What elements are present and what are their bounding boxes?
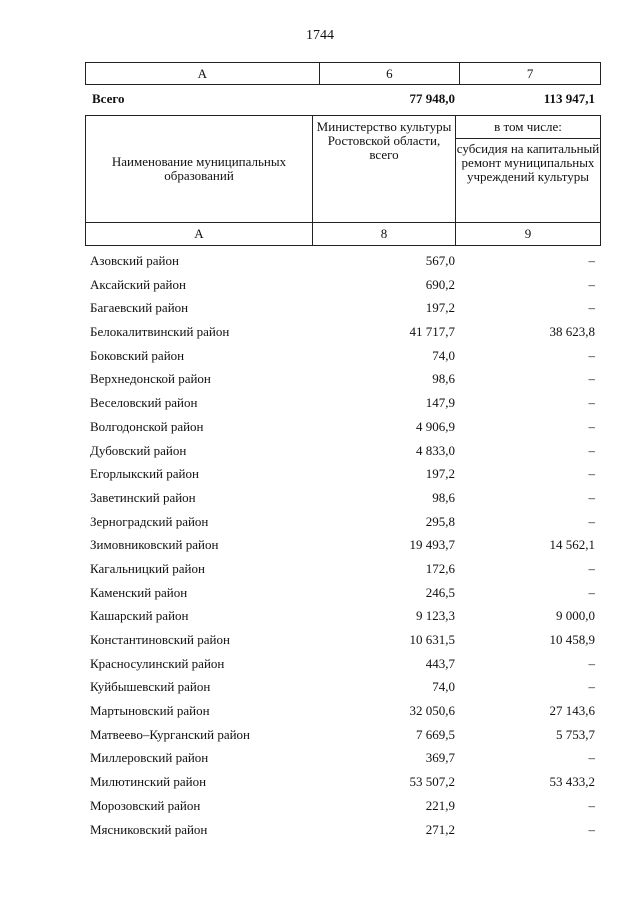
ministry-total-value: 9 123,3 [416,608,455,624]
subsidy-value: – [588,347,595,363]
subsidy-value: 14 562,1 [549,537,595,553]
ministry-total-value: 221,9 [425,797,455,813]
table-row [85,604,601,628]
ministry-total-value: 369,7 [425,750,455,766]
municipality-name: Боковский район [90,347,185,363]
municipality-name: Зерноградский район [90,513,209,529]
page-number: 1744 [306,28,334,43]
ministry-total-value: 74,0 [432,347,455,363]
municipality-name: Зимовниковский район [90,537,219,553]
municipality-name: Константиновский район [90,632,230,647]
subsidy-value: – [588,750,595,766]
table-row [85,652,601,676]
ministry-total-value: 567,0 [425,253,455,268]
ministry-total-value: 172,6 [425,560,455,576]
municipality-name: Белокалитвинский район [90,324,230,340]
total-col6: 77 948,0 [409,91,455,106]
subsidy-value: – [588,466,595,482]
subsidy-header: субсидия на капитальный ремонт муниципальных учреждений культуры [456,139,601,223]
table-row [85,486,601,510]
municipality-name: Заветинский район [90,489,196,505]
header-cell-a: А [86,63,320,85]
table-row [85,818,601,842]
table-row [85,628,601,652]
subsidy-value: – [588,513,595,529]
table-row [85,510,601,534]
ministry-total-value: 271,2 [425,821,455,837]
table-row [85,320,601,344]
table-row [85,746,601,770]
table-row [85,581,601,605]
municipality-name: Азовский район [90,253,179,268]
municipality-name: Багаевский район [90,300,189,316]
subsidy-value: – [588,442,595,458]
subsidy-value: – [588,371,595,387]
municipality-name: Кашарский район [90,608,189,624]
subsidy-value: – [588,276,595,292]
subsidy-value: – [588,655,595,671]
ministry-total-value: 690,2 [425,276,455,292]
table-row [85,462,601,486]
ministry-total-value: 147,9 [425,395,455,411]
ministry-total-value: 4 906,9 [416,418,455,434]
municipality-name: Морозовский район [90,797,201,813]
ministry-total-value: 19 493,7 [409,537,455,553]
table-row [85,794,601,818]
ministry-total-value: 4 833,0 [416,442,455,458]
ministry-total-value: 74,0 [432,679,455,695]
municipality-name: Верхнедонской район [90,371,211,387]
ministry-total-value: 98,6 [432,371,455,387]
table-row [85,439,601,463]
subsidy-value: – [588,253,595,268]
municipality-name: Веселовский район [90,395,198,411]
municipality-name: Милютинский район [90,774,207,790]
subsidy-value: – [588,584,595,600]
municipality-name: Волгодонской район [90,418,204,434]
table-row [85,367,601,391]
subsidy-value: 27 143,6 [549,703,595,719]
ministry-total-value: 53 507,2 [409,774,455,790]
column-number-header-table [85,62,601,85]
table-row [85,723,601,747]
municipality-name-header: Наименование муниципальных образований [86,116,313,223]
municipality-name: Мясниковский район [90,821,208,837]
subsidy-value: 5 753,7 [556,726,595,742]
ministry-total-header: Министерство культуры Ростовской области, всего [313,116,456,223]
ministry-total-value: 7 669,5 [416,726,455,742]
municipality-name: Миллеровский район [90,750,209,766]
subsidy-value: 53 433,2 [549,774,595,790]
table-row [85,273,601,297]
total-row [85,89,601,109]
subsidy-value: – [588,821,595,837]
municipality-name: Куйбышевский район [90,679,211,695]
table-row [85,675,601,699]
subsidy-value: – [588,418,595,434]
column-header-table [85,115,601,246]
table-row [85,249,601,273]
ministry-total-value: 98,6 [432,489,455,505]
ministry-total-value: 295,8 [425,513,455,529]
ministry-total-value: 10 631,5 [409,632,455,647]
ministry-total-value: 443,7 [425,655,455,671]
ministry-total-value: 246,5 [425,584,455,600]
table-row [85,557,601,581]
ministry-total-value: 197,2 [425,466,455,482]
table-row [85,391,601,415]
subsidy-value: – [588,560,595,576]
data-rows [85,249,601,841]
municipality-name: Аксайский район [90,276,186,292]
number-cell-a: А [86,223,313,246]
total-label: Всего [92,91,125,106]
subsidy-value: – [588,300,595,316]
subsidy-value: – [588,489,595,505]
table-row [85,344,601,368]
subsidy-value: 38 623,8 [549,324,595,340]
table-row [85,699,601,723]
subsidy-value: 10 458,9 [549,632,595,647]
table-row [85,770,601,794]
including-header: в том числе: [456,116,601,139]
municipality-name: Матвеево–Курганский район [90,726,251,742]
subsidy-value: – [588,797,595,813]
ministry-total-value: 197,2 [425,300,455,316]
total-col7: 113 947,1 [543,91,595,106]
ministry-total-value: 32 050,6 [409,703,455,719]
number-cell-9: 9 [456,223,601,246]
header-cell-6: 6 [319,63,460,85]
table-row [85,533,601,557]
table-row [85,415,601,439]
municipality-name: Красносулинский район [90,655,225,671]
ministry-total-value: 41 717,7 [409,324,455,340]
subsidy-value: – [588,679,595,695]
number-cell-8: 8 [313,223,456,246]
municipality-name: Егорлыкский район [90,466,199,482]
subsidy-value: – [588,395,595,411]
municipality-name: Мартыновский район [90,703,210,719]
header-cell-7: 7 [460,63,601,85]
subsidy-value: 9 000,0 [556,608,595,624]
municipality-name: Дубовский район [90,442,187,458]
table-row [85,296,601,320]
municipality-name: Кагальницкий район [90,560,205,576]
municipality-name: Каменский район [90,584,188,600]
